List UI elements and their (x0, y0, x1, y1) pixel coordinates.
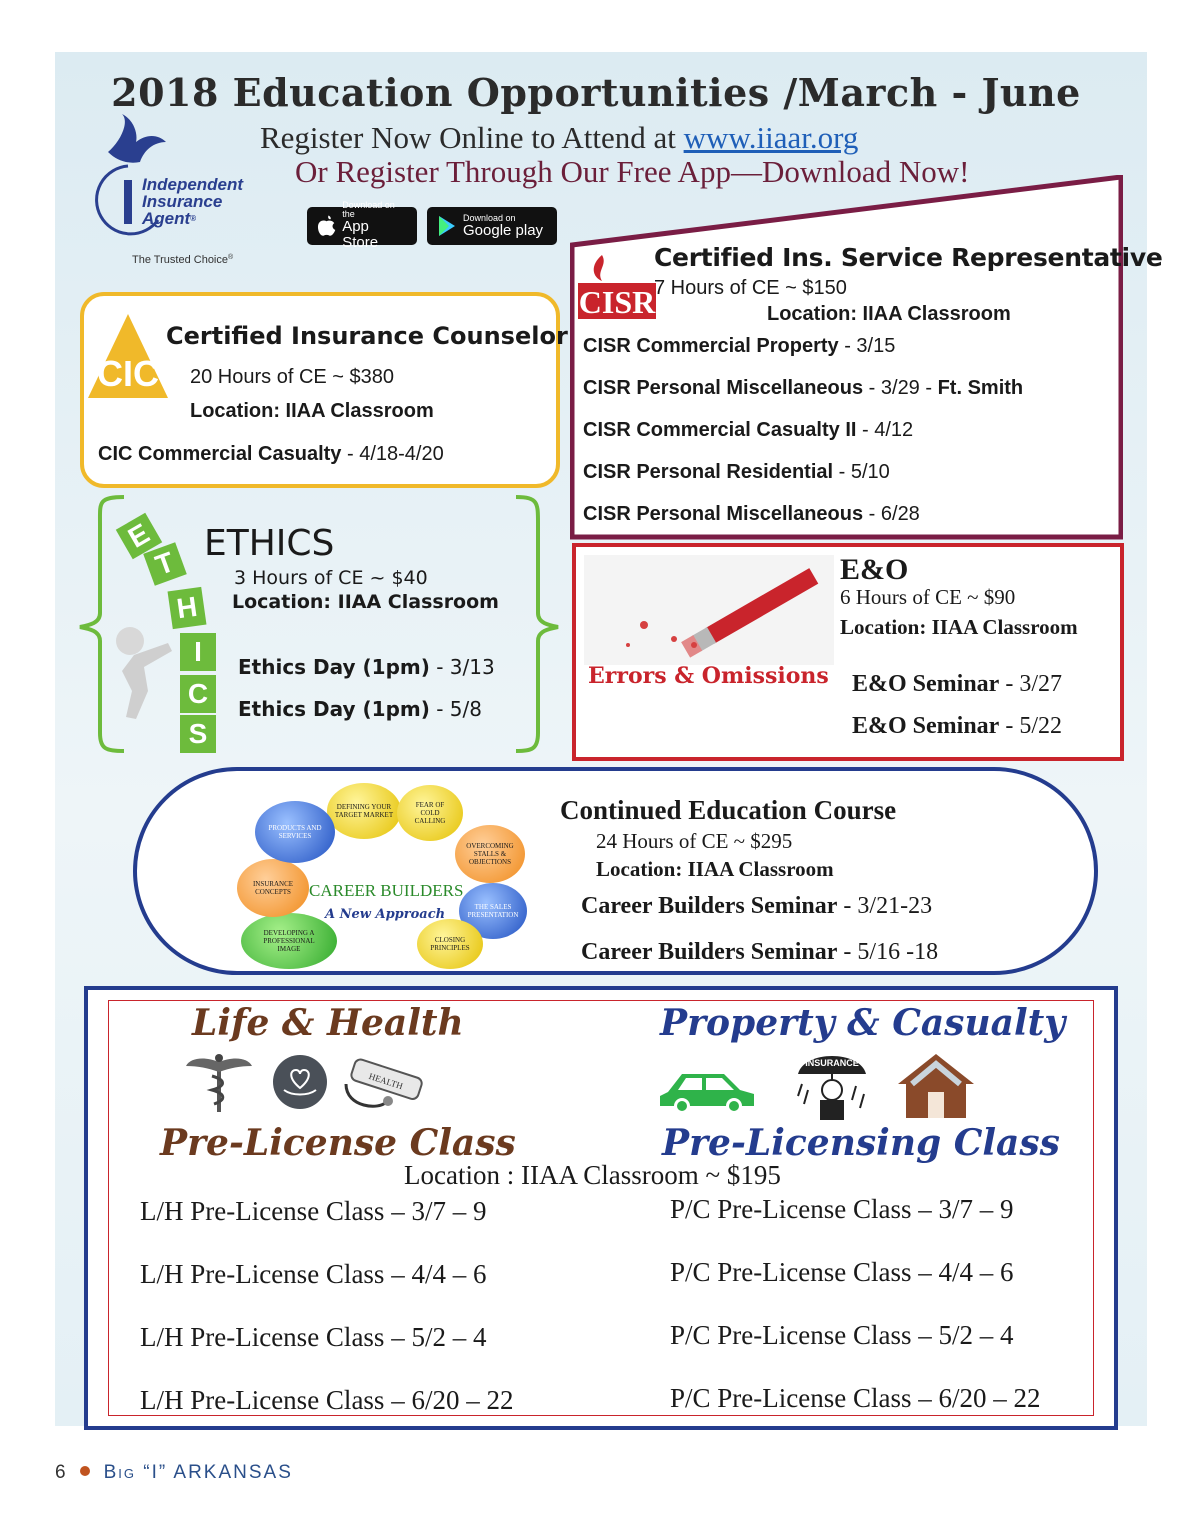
cisr-course-date: - 3/15 (838, 335, 896, 357)
cisr-section (570, 175, 1163, 540)
cic-title: Certified Insurance Counselor (166, 322, 568, 350)
lh-course-date: – 3/7 – 9 (384, 1196, 487, 1226)
bubble-overcoming: OVERCOMING STALLS & OBJECTIONS (455, 825, 525, 883)
ce-title: Continued Education Course (560, 795, 897, 825)
footer-dot (80, 1466, 90, 1476)
ce-course-name: Career Builders Seminar (581, 939, 838, 965)
ethics-hours: 3 Hours of CE ~ $40 (234, 567, 428, 589)
ethics-course-date: - 3/13 (429, 655, 495, 679)
lh-course-name: L/H Pre-License Class (140, 1322, 385, 1352)
logo-line1: Independent (142, 175, 244, 194)
figure-pushing-icon (110, 621, 180, 721)
eo-course-name: E&O Seminar (852, 713, 1000, 739)
cisr-course-date: - 3/29 - (863, 377, 938, 399)
ce-course-date: - 3/21-23 (837, 893, 933, 919)
app-store-small-text: Download on the (342, 200, 395, 219)
iia-logo (88, 112, 278, 272)
ce-course-date: - 5/16 -18 (837, 939, 939, 965)
eo-image-caption: Errors & Omissions (588, 663, 829, 689)
eo-section (572, 543, 1124, 761)
list-item (670, 1257, 1041, 1320)
logo-tagline: The Trusted Choice (132, 254, 228, 266)
list-item (852, 671, 1062, 698)
cic-location: Location: IIAA Classroom (190, 400, 434, 422)
health-text: HEALTH (367, 1070, 405, 1092)
cisr-logo (578, 253, 656, 323)
list-item (581, 893, 932, 920)
lh-subtitle: Pre-License Class (160, 1122, 516, 1164)
register-link[interactable]: www.iiaar.org (683, 120, 859, 155)
lh-course-list (140, 1196, 513, 1448)
ethics-block-e: E (116, 513, 162, 559)
ce-hours: 24 Hours of CE ~ $295 (596, 829, 793, 853)
pc-course-date: – 5/2 – 4 (911, 1320, 1014, 1350)
ethics-block-t: T (143, 542, 187, 586)
cisr-hours: 7 Hours of CE ~ $150 (654, 277, 847, 299)
lh-course-name: L/H Pre-License Class (140, 1196, 385, 1226)
pencil-eraser-icon (584, 555, 834, 665)
ethics-block-i: I (180, 633, 216, 671)
ethics-title: ETHICS (204, 523, 335, 564)
pc-course-name: P/C Pre-License Class (670, 1320, 912, 1350)
cisr-logo-text: CISR (578, 284, 656, 320)
list-item (583, 377, 1023, 419)
logo-line2: Insurance (142, 192, 223, 211)
pc-course-name: P/C Pre-License Class (670, 1194, 912, 1224)
cisr-course-name: CISR Personal Miscellaneous (583, 503, 864, 525)
publication-name: Big “I” ARKANSAS (103, 1462, 293, 1483)
cisr-course-date: - 5/10 (833, 461, 890, 483)
heart-hand-icon (272, 1054, 328, 1110)
health-insurance-stethoscope-icon (340, 1054, 430, 1114)
cic-course-name: CIC Commercial Casualty (98, 443, 342, 465)
list-item (670, 1320, 1041, 1383)
caduceus-icon (184, 1052, 254, 1112)
cisr-title: Certified Ins. Service Representative (654, 243, 1163, 272)
bubble-insurance-concepts: INSURANCE CONCEPTS (237, 859, 309, 917)
google-play-button[interactable] (427, 207, 557, 245)
ethics-block-h: H (168, 587, 207, 629)
cic-course-date: - 4/18-4/20 (346, 443, 444, 465)
pc-course-name: P/C Pre-License Class (670, 1383, 912, 1413)
list-item (670, 1383, 1041, 1446)
pc-subtitle: Pre-Licensing Class (662, 1122, 1060, 1164)
cisr-location: Location: IIAA Classroom (767, 303, 1011, 325)
cic-course (98, 443, 444, 466)
page-title: 2018 Education Opportunities /March - June (111, 70, 1081, 115)
cic-logo-text: CIC (97, 353, 159, 394)
list-item (670, 1194, 1041, 1257)
ce-course-name: Career Builders Seminar (581, 893, 838, 919)
cisr-course-name: CISR Personal Residential (583, 461, 834, 483)
list-item (583, 461, 1023, 503)
career-builders-subtitle: A New Approach (325, 907, 446, 922)
ethics-course-date: - 5/8 (429, 697, 482, 721)
list-item (583, 503, 1023, 545)
list-item (583, 419, 1023, 461)
page-number: 6 (55, 1462, 66, 1483)
cic-hours: 20 Hours of CE ~ $380 (190, 366, 395, 388)
list-item (581, 939, 938, 966)
ce-location: Location: IIAA Classroom (596, 857, 834, 881)
pc-course-list (670, 1194, 1041, 1446)
pl-location: Location : IIAA Classroom ~ $195 (404, 1160, 781, 1190)
lh-course-name: L/H Pre-License Class (140, 1259, 385, 1289)
google-play-label: Google play (463, 221, 544, 239)
list-item (583, 335, 1023, 377)
eo-location: Location: IIAA Classroom (840, 615, 1078, 639)
ethics-block-s: S (180, 715, 216, 753)
cisr-course-name: CISR Commercial Property (583, 335, 839, 357)
logo-reg-mark: ® (190, 214, 197, 223)
register-app-line: Or Register Through Our Free App—Download Now! (295, 154, 970, 189)
cisr-course-date: - 4/12 (856, 419, 914, 441)
bubble-professional-image: DEVELOPING A PROFESSIONAL IMAGE (241, 913, 337, 969)
cisr-course-list (583, 335, 1023, 545)
cisr-course-name: CISR Personal Miscellaneous (583, 377, 864, 399)
apple-icon (317, 215, 336, 237)
pc-course-name: P/C Pre-License Class (670, 1257, 912, 1287)
lh-course-name: L/H Pre-License Class (140, 1385, 385, 1415)
career-builders-label: CAREER BUILDERS (309, 881, 464, 900)
career-builders-wheel (237, 783, 537, 969)
ethics-course-name: Ethics Day (1pm) (238, 697, 430, 721)
list-item (140, 1385, 513, 1448)
house-icon (894, 1050, 978, 1120)
ethics-location: Location: IIAA Classroom (232, 591, 499, 613)
continued-education-section (133, 767, 1098, 975)
cic-section (80, 292, 568, 488)
list-item (140, 1196, 513, 1259)
cisr-course-extra: Ft. Smith (937, 377, 1024, 399)
ethics-block-c: C (180, 675, 216, 713)
lh-course-date: – 5/2 – 4 (384, 1322, 487, 1352)
eo-course-name: E&O Seminar (852, 671, 1000, 697)
pc-course-date: – 4/4 – 6 (911, 1257, 1014, 1287)
list-item (140, 1322, 513, 1385)
pre-license-section (84, 986, 1118, 1430)
car-icon (654, 1062, 758, 1116)
logo-tm-mark: ® (228, 254, 234, 261)
page-footer (55, 1462, 293, 1484)
bubble-closing: CLOSING PRINCIPLES (417, 919, 483, 969)
bubble-products-services: PRODUCTS AND SERVICES (255, 801, 335, 863)
google-play-icon (437, 215, 457, 237)
list-item (238, 655, 495, 679)
cic-logo-icon (88, 314, 168, 398)
eo-hours: 6 Hours of CE ~ $90 (840, 585, 1016, 609)
register-online-text: Register Now Online to Attend at (260, 120, 684, 155)
eo-course-date: - 5/22 (999, 713, 1062, 739)
bubble-sales-presentation: THE SALES PRESENTATION (459, 883, 527, 939)
insurance-badge-text: INSURANCE (805, 1058, 859, 1068)
app-store-button[interactable] (307, 200, 417, 251)
pc-course-date: – 3/7 – 9 (911, 1194, 1014, 1224)
eo-title: E&O (840, 553, 909, 586)
cisr-course-name: CISR Commercial Casualty II (583, 419, 857, 441)
ethics-section (76, 493, 564, 755)
pc-title: Property & Casualty (660, 1002, 1066, 1044)
logo-line3: Agent (142, 209, 191, 228)
lh-course-date: – 4/4 – 6 (384, 1259, 487, 1289)
pc-course-date: – 6/20 – 22 (911, 1383, 1041, 1413)
list-item (140, 1259, 513, 1322)
google-play-small-text: Download on (463, 212, 516, 223)
cisr-course-date: - 6/28 (863, 503, 920, 525)
lh-title: Life & Health (192, 1002, 464, 1044)
ethics-course-name: Ethics Day (1pm) (238, 655, 430, 679)
list-item (852, 713, 1062, 740)
eo-course-date: - 3/27 (999, 671, 1062, 697)
list-item (238, 697, 482, 721)
insurance-umbrella-man-icon (794, 1044, 870, 1126)
register-online-line (260, 120, 858, 156)
bubble-target-market: DEFINING YOUR TARGET MARKET (327, 783, 401, 839)
app-store-label: App Store (342, 218, 379, 251)
cisr-logo-icon (578, 253, 656, 323)
lh-course-date: – 6/20 – 22 (384, 1385, 514, 1415)
bubble-cold-calling: FEAR OF COLD CALLING (397, 785, 463, 841)
